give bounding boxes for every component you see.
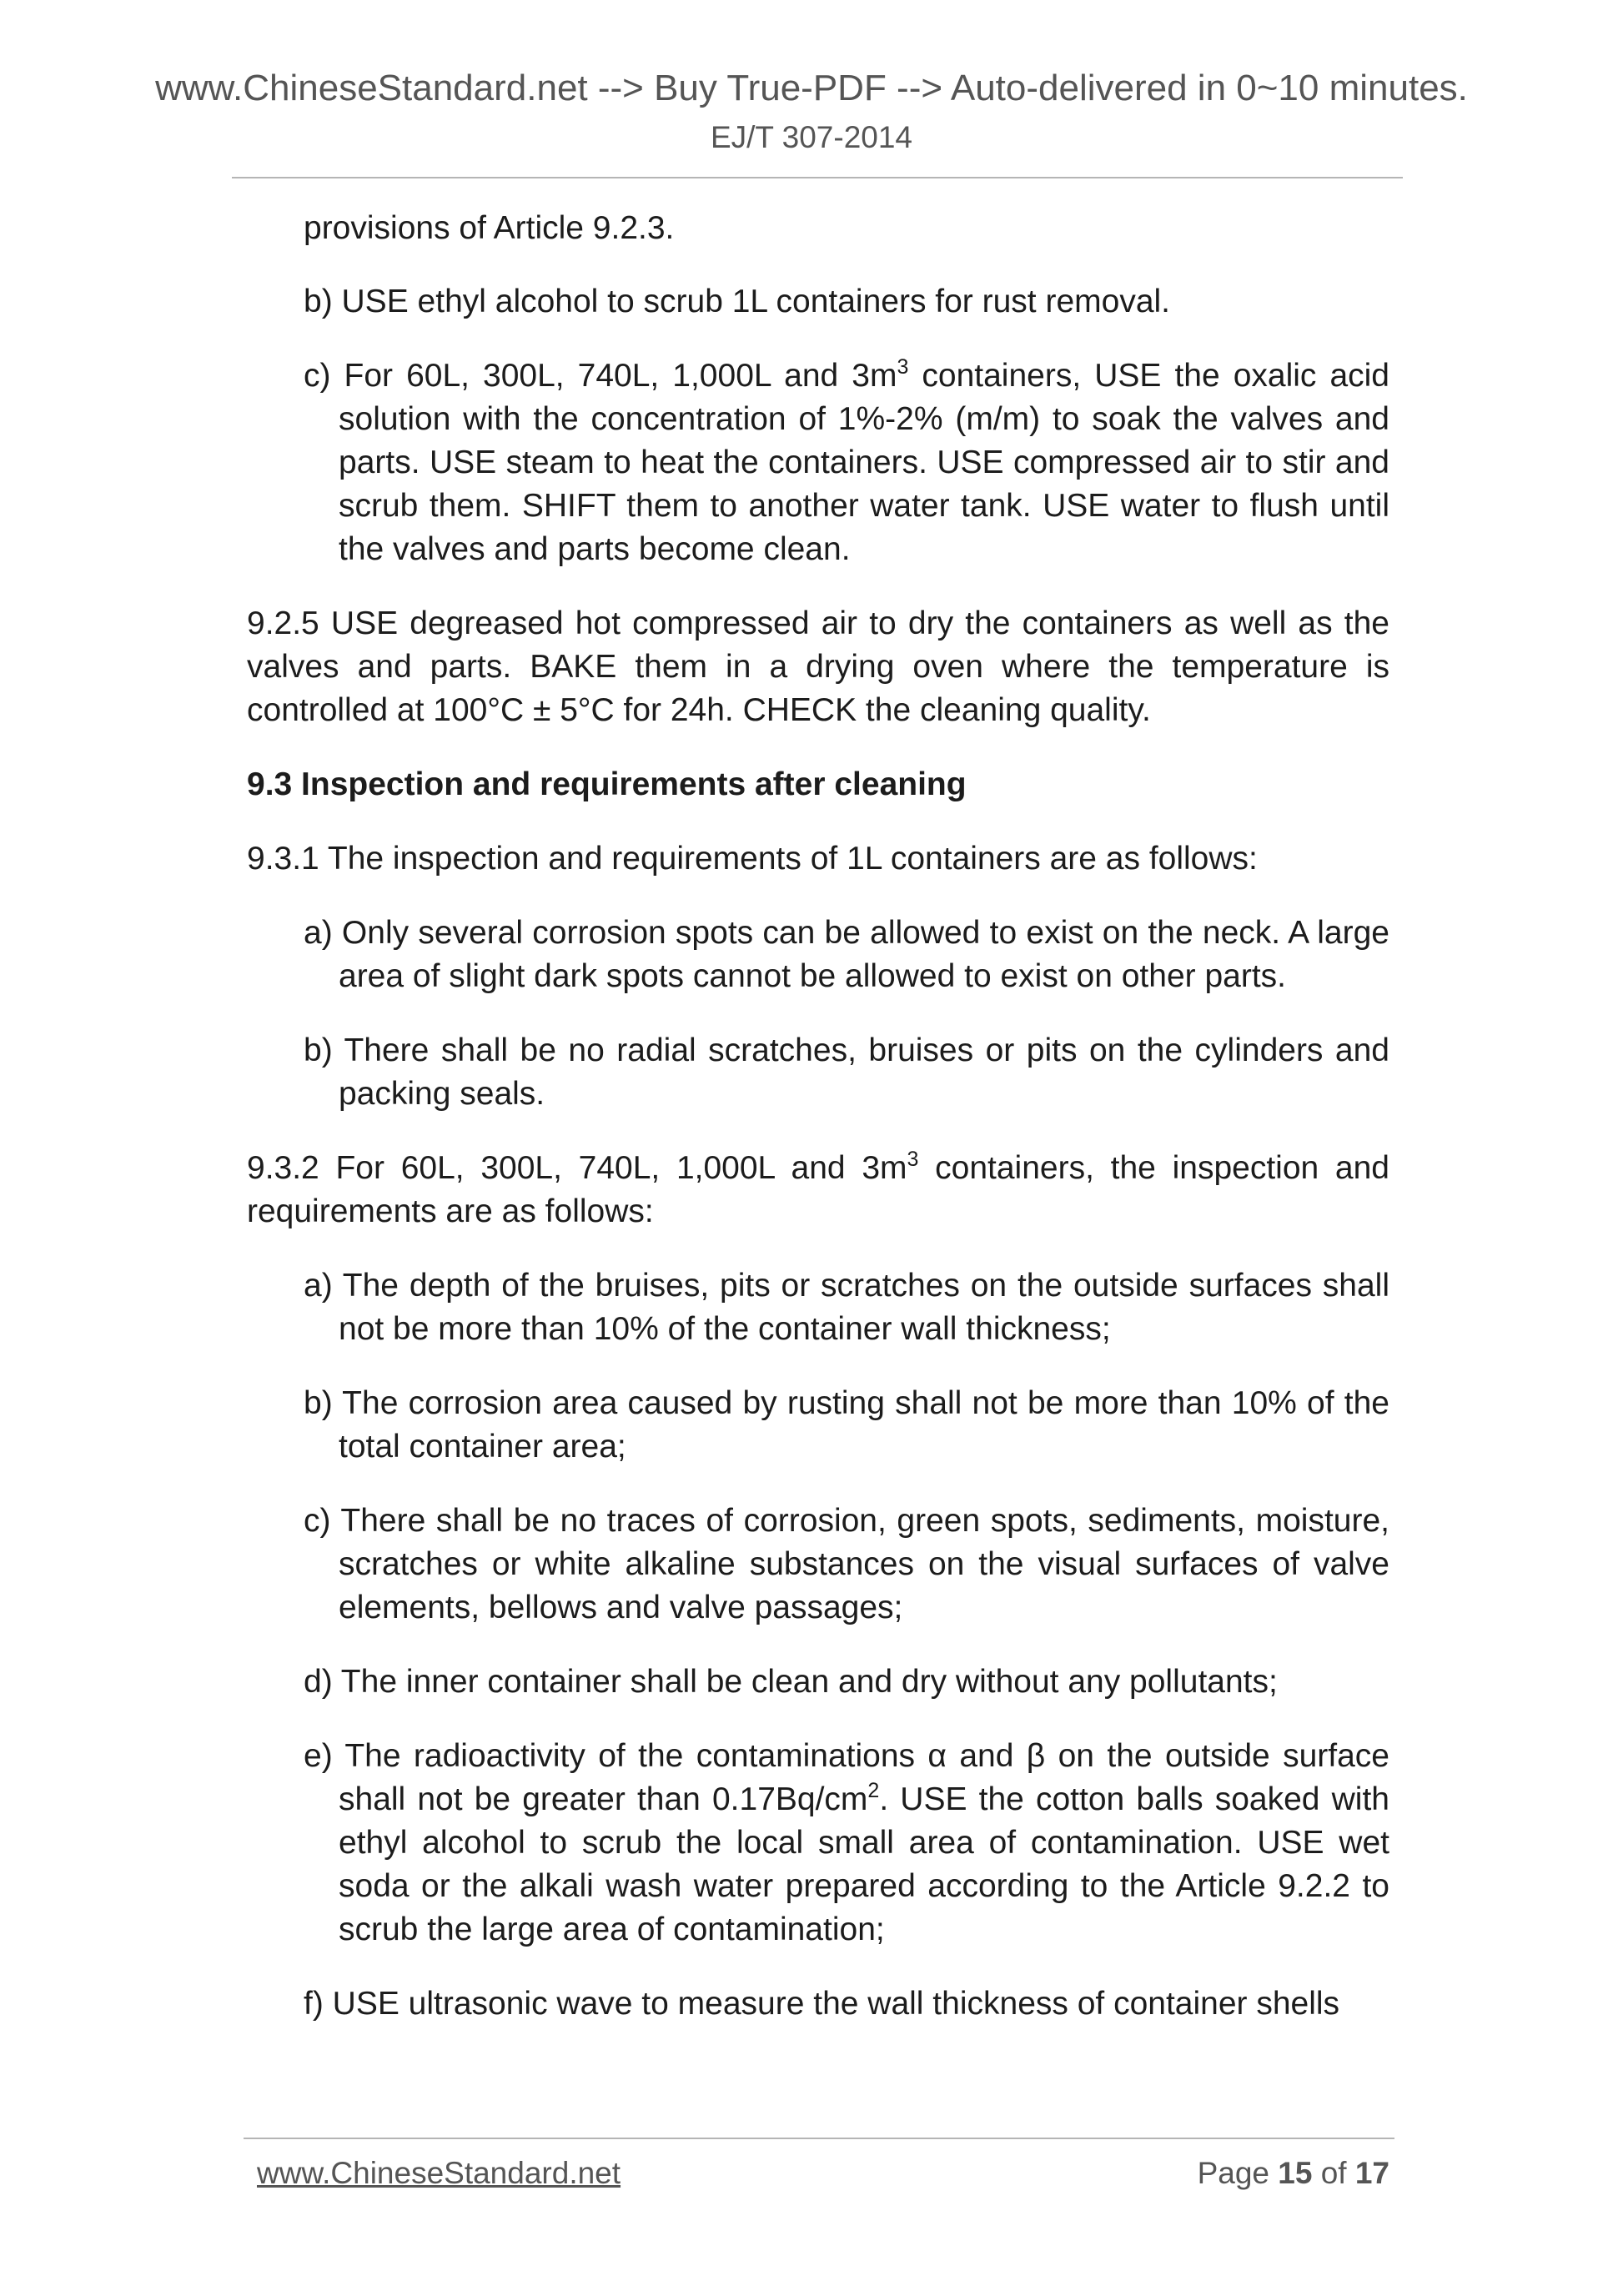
paragraph-continuation: provisions of Article 9.2.3. (304, 210, 675, 246)
list-item-9-3-2-e: e) The radioactivity of the contaminations α and β on the outside surface shall not be greater than $0.17Bq/cm^2$. USE the cotton balls soaked with ethyl alcohol to scrub the local small area of contamination. USE wet soda or the alkali wash water prepared according to the Article 9.2.2 to scrub the large area of contamination; (304, 1738, 1389, 1947)
list-item-9-3-2-d: d) The inner container shall be clean and dry without any pollutants; (304, 1664, 1278, 1700)
list-item-9-3-1-a: a) Only several corrosion spots can be allowed to exist on the neck. A large area of slight dark spots cannot be allowed to exist on other parts. (304, 915, 1389, 994)
footer-site-link[interactable]: www.ChineseStandard.net (257, 2156, 621, 2190)
list-item-9-3-2-f: f) USE ultrasonic wave to measure the wall thickness of container shells (304, 1986, 1340, 2022)
list-item-9-3-2-a: a) The depth of the bruises, pits or scratches on the outside surfaces shall not be more than 10% of the container wall thickness; (304, 1268, 1389, 1347)
list-item-b-rust-removal: b) USE ethyl alcohol to scrub 1L containers for rust removal. (304, 284, 1171, 319)
list-item-9-3-2-b: b) The corrosion area caused by rusting shall not be more than 10% of the total container area; (304, 1385, 1389, 1465)
header-divider (232, 177, 1403, 178)
header-banner: www.ChineseStandard.net --> Buy True-PDF --> Auto-delivered in 0~10 minutes. (155, 68, 1468, 108)
page-content (247, 207, 1389, 2057)
clause-9-3-2: 9.3.2 For 60L, 300L, 740L, 1,000L and $3m^3$ containers, the inspection and requirements are as follows: (247, 1148, 1389, 1229)
section-heading-9-3: 9.3 Inspection and requirements after cleaning (247, 766, 967, 802)
clause-9-3-1: 9.3.1 The inspection and requirements of 1L containers are as follows: (247, 841, 1258, 877)
clause-9-2-5: 9.2.5 USE degreased hot compressed air to dry the containers as well as the valves and parts. BAKE them in a drying oven where the temperature is controlled at 100°C ± 5°C for 24h. CHECK the cleaning quality. (247, 605, 1389, 728)
list-item-c-oxalic-acid: c) For 60L, 300L, 740L, 1,000L and $3m^3$ containers, USE the oxalic acid solution with the concentration of 1%-2% (m/m) to soak the valves and parts. USE steam to heat the containers. USE compressed air to stir and scrub them. SHIFT them to another water tank. USE water to flush until the valves and parts become clean. (304, 355, 1389, 567)
list-item-9-3-1-b: b) There shall be no radial scratches, bruises or pits on the cylinders and packing seals. (304, 1032, 1389, 1112)
page-footer (257, 2153, 1389, 2194)
list-item-9-3-2-c: c) There shall be no traces of corrosion, green spots, sediments, moisture, scratches or white alkaline substances on the visual surfaces of valve elements, bellows and valve passages; (304, 1503, 1389, 1625)
footer-divider (244, 2138, 1394, 2139)
page-number: Page 15 of 17 (1197, 2156, 1389, 2190)
document-id: EJ/T 307-2014 (710, 120, 913, 154)
